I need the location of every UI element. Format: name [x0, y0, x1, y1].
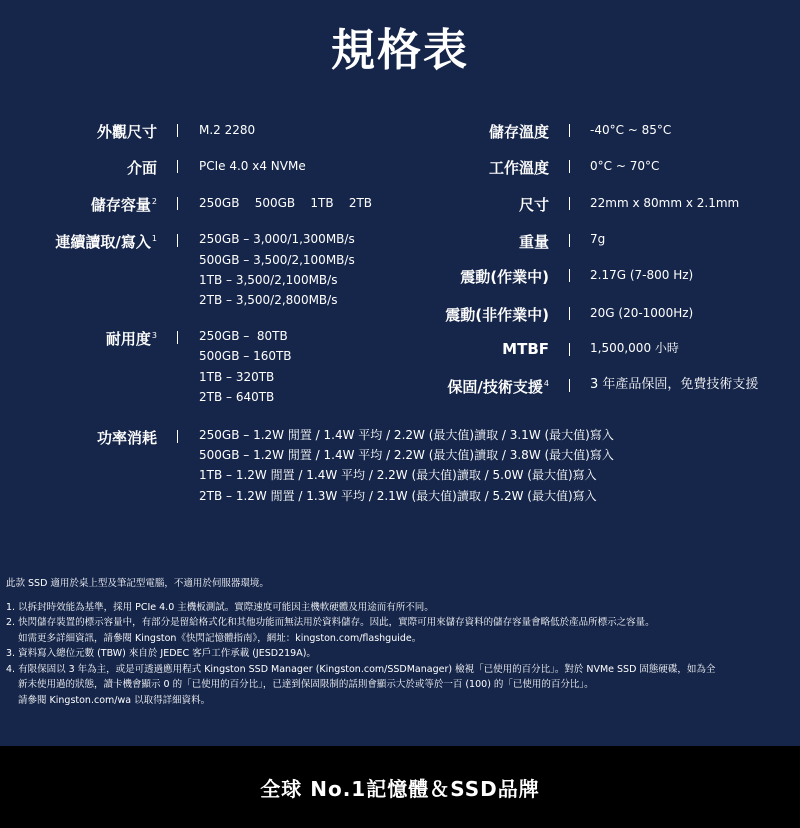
divider — [177, 124, 178, 137]
footnote-4-link: 請參閱 Kingston.com/wa 以取得詳細資料。 — [18, 694, 211, 706]
footnote-3: 3. 資料寫入總位元數 (TBW) 來自於 JEDEC 客戶工作承載 (JESD219A)。 — [6, 648, 316, 659]
spec-label-text: 儲存容量 — [90, 196, 151, 214]
footnote-ref: 1 — [151, 234, 157, 243]
footnote-4-cont: 新未使用過的狀態，讀卡機會顯示 0 的「已使用的百分比」，已達到保固限制的話則會顯示大於或等於一百 (100) 的「已使用的百分比」。 — [18, 679, 594, 690]
spec-label — [489, 121, 549, 142]
spec-value: 22mm x 80mm x 2.1mm — [590, 196, 740, 210]
divider — [177, 331, 178, 344]
divider — [569, 343, 570, 356]
footnote-ref: 4 — [543, 379, 549, 388]
spec-label-text: 尺寸 — [518, 196, 549, 214]
divider — [569, 234, 570, 247]
spec-value: 250GB 500GB 1TB 2TB — [199, 196, 373, 210]
spec-label — [502, 340, 549, 358]
spec-label-text: 儲存溫度 — [488, 123, 549, 141]
spec-value: 500GB – 1.2W 閒置 / 1.4W 平均 / 2.2W (最大值)讀取 / 3.8W (最大值)寫入 — [199, 448, 614, 462]
spec-label — [519, 194, 549, 215]
divider — [569, 307, 570, 320]
footnote-2: 2. 快閃儲存裝置的標示容量中，有部分是留給格式化和其他功能而無法用於資料儲存。因此，實際可用來儲存資料的儲存容量會略低於產品所標示之容量。 — [6, 617, 655, 628]
spec-label-text: 耐用度 — [105, 330, 151, 348]
spec-value: 1,500,000 小時 — [590, 341, 679, 355]
disclaimer: 此款 SSD 適用於桌上型及筆記型電腦，不適用於伺服器環境。 — [6, 578, 269, 589]
spec-value: 2TB – 1.2W 閒置 / 1.3W 平均 / 2.1W (最大值)讀取 / 5.2W (最大值)寫入 — [199, 489, 597, 503]
spec-value: 1TB – 1.2W 閒置 / 1.4W 平均 / 2.2W (最大值)讀取 / 5.0W (最大值)寫入 — [199, 468, 597, 482]
divider — [569, 160, 570, 173]
spec-label — [460, 266, 549, 287]
spec-label-text: 保固/技術支援 — [447, 378, 543, 396]
spec-label — [127, 157, 157, 178]
divider — [569, 269, 570, 282]
footer-slogan: 全球 No.1記憶體＆SSD品牌 — [260, 776, 540, 801]
spec-value: 3 年產品保固，免費技術支援 — [590, 377, 759, 392]
footnote-1: 1. 以拆封時效能為基準，採用 PCIe 4.0 主機板測試。實際速度可能因主機軟硬體及用途而有所不同。 — [6, 601, 434, 613]
page-title: 規格表 — [331, 25, 469, 76]
footnotes — [6, 576, 796, 708]
divider — [177, 234, 178, 247]
spec-value: PCIe 4.0 x4 NVMe — [199, 159, 306, 173]
spec-value: 0°C ~ 70°C — [590, 159, 660, 173]
spec-label — [447, 376, 549, 397]
spec-label — [489, 157, 549, 178]
divider — [177, 197, 178, 210]
spec-value: 250GB – 3,000/1,300MB/s — [199, 232, 355, 246]
spec-label-text: 震動(作業中) — [460, 268, 549, 286]
spec-value: 7g — [590, 232, 606, 246]
spec-value: 500GB – 3,500/2,100MB/s — [199, 253, 355, 267]
spec-label — [91, 194, 157, 215]
spec-value: 20G (20-1000Hz) — [590, 306, 694, 320]
footer-banner — [0, 746, 800, 828]
footnote-ref: 2 — [151, 197, 157, 206]
spec-value: -40°C ~ 85°C — [590, 123, 672, 137]
divider — [569, 379, 570, 392]
divider — [569, 124, 570, 137]
spec-value: 2TB – 3,500/2,800MB/s — [199, 293, 338, 307]
footnote-4: 4. 有限保固以 3 年為主，或是可透過應用程式 Kingston SSD Manager (Kingston.com/SSDManager) 檢視「已使用的百分比」。對於 NVMe SSD 固態硬碟，如為全 — [6, 663, 716, 675]
footnote-2-cont: 如需更多詳細資訊，請參閱 Kingston《快閃記憶體指南》，網址：kingston.com/flashguide。 — [18, 632, 422, 644]
spec-value: 250GB – 80TB — [199, 329, 288, 343]
spec-label — [519, 231, 549, 252]
spec-value: 2TB – 640TB — [199, 390, 275, 404]
spec-value: 1TB – 3,500/2,100MB/s — [199, 273, 338, 287]
spec-label — [55, 231, 157, 252]
spec-label-text: 外觀尺寸 — [96, 123, 157, 141]
spec-value: M.2 2280 — [199, 123, 256, 137]
footnote-ref: 3 — [151, 331, 157, 340]
spec-label-text: 震動(非作業中) — [445, 306, 549, 324]
spec-label — [106, 328, 157, 349]
spec-label-text: 功率消耗 — [96, 429, 157, 447]
divider — [569, 197, 570, 210]
spec-label-text: 重量 — [518, 233, 549, 251]
spec-label-text: 工作溫度 — [488, 159, 549, 177]
spec-value: 1TB – 320TB — [199, 370, 275, 384]
spec-label-text: MTBF — [502, 340, 549, 358]
spec-value: 250GB – 1.2W 閒置 / 1.4W 平均 / 2.2W (最大值)讀取 / 3.1W (最大值)寫入 — [199, 428, 614, 442]
spec-label-text: 連續讀取/寫入 — [55, 233, 151, 251]
divider — [177, 160, 178, 173]
spec-label — [445, 304, 549, 325]
spec-label — [97, 121, 157, 142]
spacer — [6, 592, 796, 600]
divider — [177, 430, 178, 443]
spec-label — [97, 427, 157, 448]
spec-label-text: 介面 — [126, 159, 157, 177]
spec-value: 500GB – 160TB — [199, 349, 292, 363]
spec-value: 2.17G (7-800 Hz) — [590, 268, 694, 282]
